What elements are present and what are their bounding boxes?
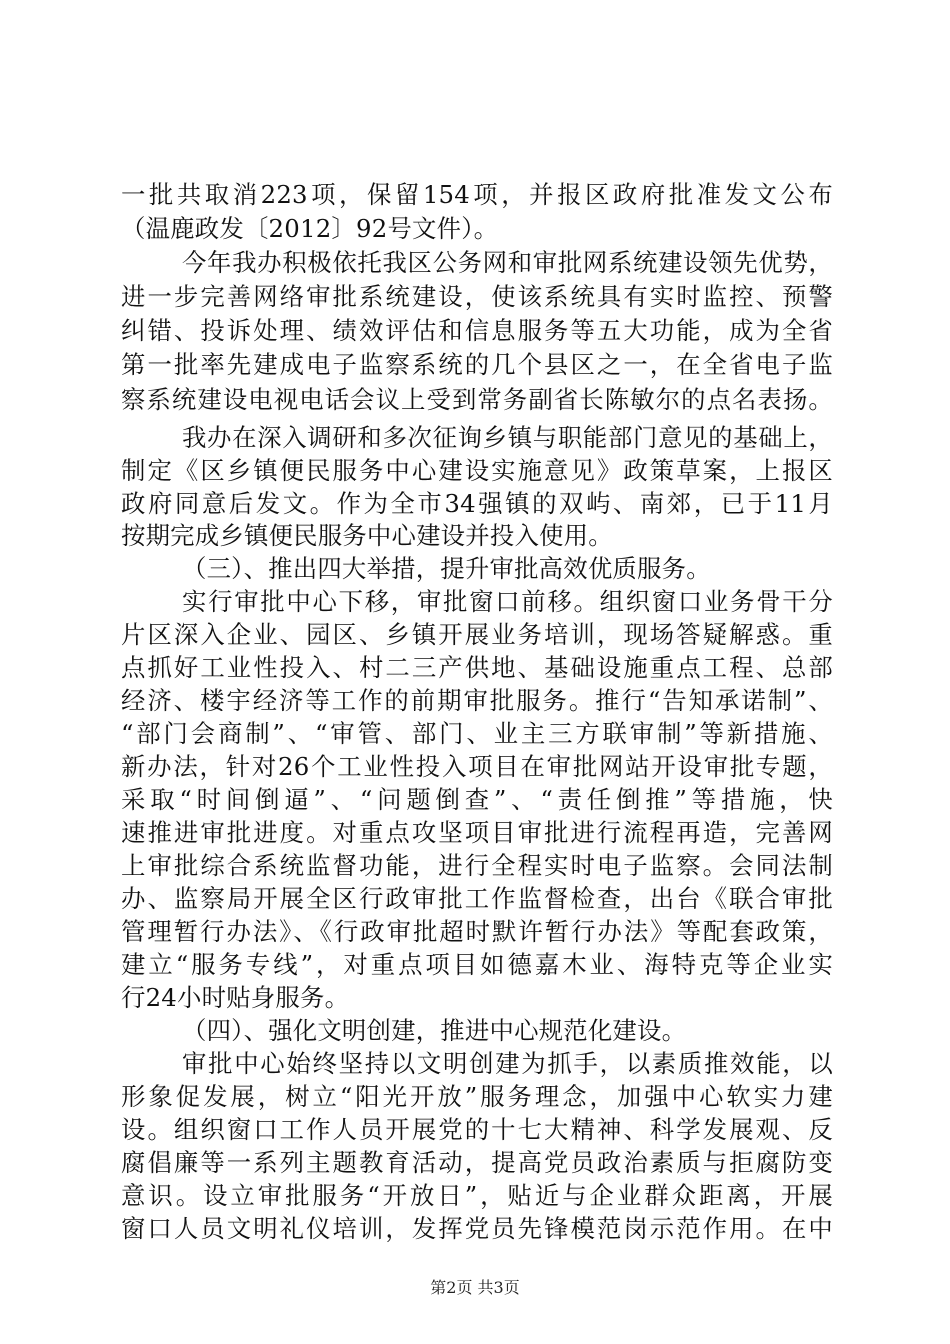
text-line: 第一批率先建成电子监察系统的几个县区之一，在全省电子监 (121, 350, 833, 379)
text-line: 建立“服务专线”，对重点项目如德嘉木业、海特克等企业实 (121, 950, 833, 979)
text-line: 速推进审批进度。对重点攻坚项目审批进行流程再造，完善网 (121, 818, 833, 847)
text-line: 上审批综合系统监督功能，进行全程实时电子监察。会同法制 (121, 851, 833, 880)
text-line: 进一步完善网络审批系统建设，使该系统具有实时监控、预警 (121, 282, 833, 311)
text-line: 一批共取消223项，保留154项，并报区政府批准发文公布 (121, 180, 833, 209)
text-line: 政府同意后发文。作为全市34强镇的双屿、南郊，已于11月 (121, 489, 833, 518)
text-line: （温鹿政发〔2012〕92号文件）。 (121, 214, 499, 243)
text-line: 腐倡廉等一系列主题教育活动，提高党员政治素质与拒腐防变 (121, 1148, 833, 1177)
text-line: 设。组织窗口工作人员开展党的十七大精神、科学发展观、反 (121, 1115, 833, 1144)
text-line: 经济、楼宇经济等工作的前期审批服务。推行“告知承诺制”、 (121, 686, 833, 715)
text-line: 实行审批中心下移，审批窗口前移。组织窗口业务骨干分 (182, 587, 833, 616)
text-line: 点抓好工业性投入、村二三产供地、基础设施重点工程、总部 (121, 653, 833, 682)
section-heading: （三）、推出四大举措，提升审批高效优质服务。 (182, 554, 711, 583)
text-line: “部门会商制”、“审管、部门、业主三方联审制”等新措施、 (121, 719, 833, 748)
text-line: 新办法，针对26个工业性投入项目在审批网站开设审批专题， (121, 752, 833, 781)
text-line: 片区深入企业、园区、乡镇开展业务培训，现场答疑解惑。重 (121, 620, 833, 649)
text-line: 纠错、投诉处理、绩效评估和信息服务等五大功能，成为全省 (121, 316, 833, 345)
text-line: 意识。设立审批服务“开放日”，贴近与企业群众距离，开展 (121, 1181, 833, 1210)
text-line: 我办在深入调研和多次征询乡镇与职能部门意见的基础上， (182, 423, 833, 452)
text-line: 制定《区乡镇便民服务中心建设实施意见》政策草案，上报区 (121, 456, 833, 485)
text-line: 今年我办积极依托我区公务网和审批网系统建设领先优势， (182, 248, 833, 277)
text-line: 采取“时间倒逼”、“问题倒查”、“责任倒推”等措施，快 (121, 785, 833, 814)
text-line: 形象促发展，树立“阳光开放”服务理念，加强中心软实力建 (121, 1082, 833, 1111)
text-line: 按期完成乡镇便民服务中心建设并投入使用。 (121, 521, 613, 550)
page-footer: 第2页 共3页 (430, 1278, 520, 1297)
text-line: 行24小时贴身服务。 (121, 983, 350, 1012)
text-line: 审批中心始终坚持以文明创建为抓手，以素质推效能，以 (182, 1049, 833, 1078)
text-line: 管理暂行办法》、《行政审批超时默许暂行办法》等配套政策， (121, 917, 833, 946)
text-line: 办、监察局开展全区行政审批工作监督检查，出台《联合审批 (121, 884, 833, 913)
text-line: 窗口人员文明礼仪培训，发挥党员先锋模范岗示范作用。在中 (121, 1214, 833, 1243)
section-heading: （四）、强化文明创建，推进中心规范化建设。 (182, 1016, 687, 1045)
text-line: 察系统建设电视电话会议上受到常务副省长陈敏尔的点名表扬。 (121, 385, 833, 414)
